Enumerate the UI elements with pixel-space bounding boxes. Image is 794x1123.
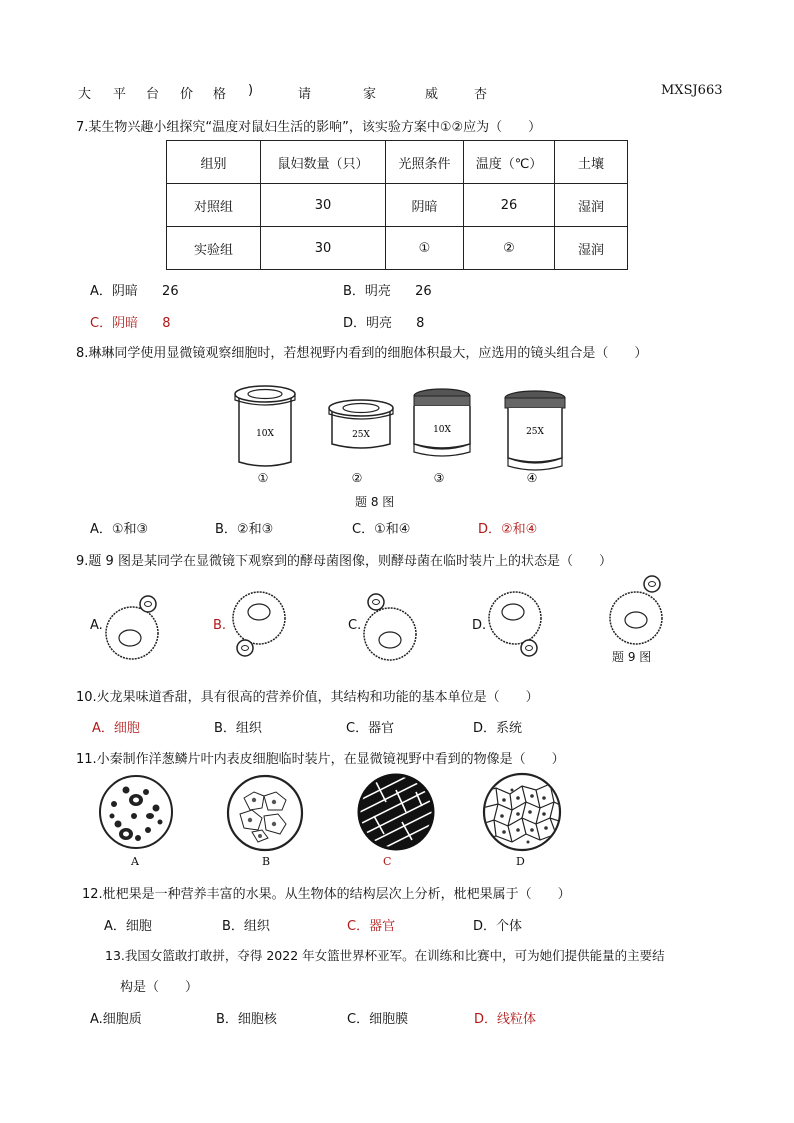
q8-caption: 题 8 图 [355, 495, 395, 509]
header-char: 家 [363, 87, 377, 102]
header-char: 请 [298, 87, 312, 102]
q13-option-c[interactable]: C．细胞膜 [347, 1012, 409, 1027]
q9-question: 9.题 9 图是某同学在显微镜下观察到的酵母菌图像，则酵母菌在临时装片上的状态是（ ） [76, 554, 612, 569]
q8-question: 8.琳琳同学使用显微镜观察细胞时，若想视野内看到的细胞体积最大，应选用的镜头组合是（ ） [76, 346, 648, 361]
q10-question: 10.火龙果味道香甜，具有很高的营养价值，其结构和功能的基本单位是（ ） [76, 690, 539, 705]
q9-option-c[interactable]: C. [348, 618, 362, 633]
header-char: 大 [78, 87, 92, 102]
table-cell: ② [464, 227, 555, 270]
q7-option-a[interactable] [90, 280, 179, 299]
q7-option-b[interactable] [343, 280, 432, 299]
option-value: 8 [416, 316, 425, 331]
option-label: B．明亮 [343, 284, 391, 299]
q11-option-a[interactable]: A [131, 855, 139, 868]
lens-number: ① [257, 471, 269, 485]
q10-option-d[interactable]: D．系统 [473, 721, 523, 736]
objective-lens-3 [414, 389, 470, 456]
q13-question-line2: 构是（ ） [120, 980, 199, 995]
yeast-cell-figure-9 [608, 572, 678, 652]
lens-number: ② [351, 471, 363, 485]
lens-mag-label: 25X [352, 430, 370, 440]
microscope-view-d [482, 772, 562, 852]
eyepiece-lens-1 [235, 386, 295, 466]
table-header-cell: 鼠妇数量（只） [261, 141, 386, 184]
option-label: D．明亮 [343, 316, 393, 331]
lens-number: ③ [433, 471, 445, 485]
q12-option-a[interactable]: A．细胞 [104, 919, 152, 934]
yeast-cell-d [485, 586, 555, 666]
table-cell: 30 [261, 227, 386, 270]
table-cell: 湿润 [555, 227, 628, 270]
objective-lens-4 [505, 391, 565, 470]
q9-option-b[interactable]: B. [213, 618, 227, 633]
option-value: 8 [162, 316, 171, 331]
q9-option-d[interactable]: D. [472, 618, 487, 633]
option-value: 26 [162, 284, 179, 299]
microscope-view-c [356, 772, 436, 852]
table-cell: 26 [464, 184, 555, 227]
q7-option-d[interactable] [343, 312, 424, 331]
microscope-view-b [226, 774, 304, 852]
header-char: ) [248, 83, 254, 98]
q10-option-a[interactable]: A．细胞 [92, 721, 140, 736]
header-char: 威 [425, 87, 439, 102]
q11-option-b[interactable]: B [262, 855, 271, 868]
yeast-cell-b [225, 586, 295, 666]
q11-question: 11.小秦制作洋葱鳞片叶内表皮细胞临时装片，在显微镜视野中看到的物像是（ ） [76, 752, 565, 767]
table-row [167, 184, 628, 227]
q8-option-a[interactable]: A．①和③ [90, 522, 149, 537]
table-cell: 湿润 [555, 184, 628, 227]
eyepiece-lens-2 [329, 400, 393, 448]
option-label: A．阴暗 [90, 284, 138, 299]
q8-option-c[interactable]: C．①和④ [352, 522, 411, 537]
table-cell: 实验组 [167, 227, 261, 270]
table-cell: ① [386, 227, 464, 270]
table-header-cell: 光照条件 [386, 141, 464, 184]
header-char: 格 [213, 87, 227, 102]
q11-option-d[interactable]: D [516, 855, 525, 868]
q12-option-b[interactable]: B．组织 [222, 919, 270, 934]
lens-mag-label: 10X [256, 429, 274, 439]
q13-option-d[interactable]: D．线粒体 [474, 1012, 537, 1027]
q13-question-line1: 13.我国女篮敢打敢拼，夺得 2022 年女篮世界杯亚军。在训练和比赛中，可为她们提供能量的主要结 [105, 948, 665, 963]
q11-option-c[interactable]: C [383, 855, 392, 868]
header-char: 价 [180, 87, 194, 102]
q8-lens-figure [225, 380, 585, 510]
q7-question: 7.某生物兴趣小组探究“温度对鼠妇生活的影响”，该实验方案中①②应为（ ） [76, 120, 542, 135]
q10-option-b[interactable]: B．组织 [214, 721, 262, 736]
table-cell: 对照组 [167, 184, 261, 227]
yeast-cell-c [358, 588, 428, 668]
q7-option-c[interactable] [90, 312, 171, 331]
q12-option-c[interactable]: C．器官 [347, 919, 396, 934]
q8-option-d[interactable]: D．②和④ [478, 522, 538, 537]
header-char: 平 [113, 87, 127, 102]
header-char: 台 [146, 87, 160, 102]
q12-option-d[interactable]: D．个体 [473, 919, 523, 934]
table-header-cell: 土壤 [555, 141, 628, 184]
option-value: 26 [415, 284, 432, 299]
q12-question: 12.枇杷果是一种营养丰富的水果。从生物体的结构层次上分析，枇杷果属于（ ） [82, 887, 571, 902]
option-label: C．阴暗 [90, 316, 139, 331]
header-code: MXSJ663 [661, 83, 723, 98]
table-cell: 30 [261, 184, 386, 227]
lens-mag-label: 25X [526, 427, 544, 437]
q8-option-b[interactable]: B．②和③ [215, 522, 274, 537]
yeast-cell-a [102, 588, 172, 668]
q7-table [166, 140, 628, 270]
q9-option-a[interactable]: A. [90, 618, 103, 633]
table-header-cell: 温度（℃） [464, 141, 555, 184]
microscope-view-a [98, 774, 174, 850]
table-row [167, 227, 628, 270]
lens-number: ④ [526, 471, 538, 485]
lens-mag-label: 10X [433, 425, 451, 435]
table-cell: 阴暗 [386, 184, 464, 227]
q13-option-b[interactable]: B．细胞核 [216, 1012, 277, 1027]
q13-option-a[interactable]: A.细胞质 [90, 1012, 142, 1027]
q9-caption: 题 9 图 [612, 650, 652, 664]
header-char: 杏 [474, 87, 488, 102]
q10-option-c[interactable]: C．器官 [346, 721, 395, 736]
table-row [167, 141, 628, 184]
table-header-cell: 组别 [167, 141, 261, 184]
